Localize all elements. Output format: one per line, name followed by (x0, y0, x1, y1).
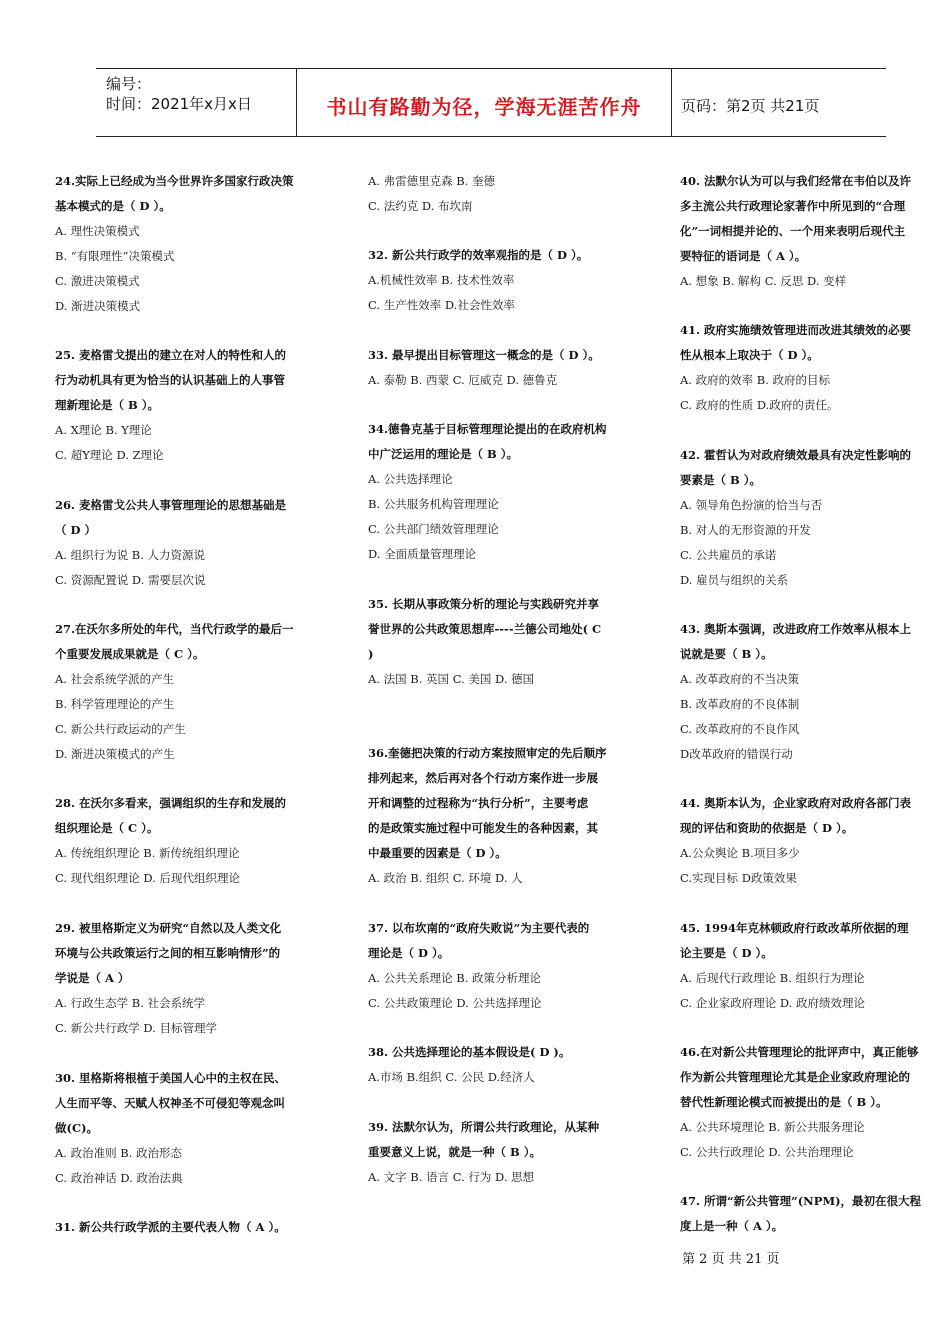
option-text: A.市场 B.组织 C. 公民 D.经济人 (368, 1070, 535, 1084)
option-text: B. 改革政府的不良体制 (680, 697, 800, 711)
option-text: B. “有限理性”决策模式 (55, 249, 175, 263)
header-page-label: 页码：第2页 共21页 (681, 97, 820, 115)
page-header (96, 68, 886, 137)
option-text: C. 企业家政府理论 D. 政府绩效理论 (680, 996, 865, 1010)
question-text: 42. 霍哲认为对政府绩效最具有决定性影响的 (680, 448, 912, 462)
option-text: A. 组织行为说 B. 人力资源说 (55, 548, 206, 562)
option-text: C. 超Y理论 D. Z理论 (55, 448, 164, 462)
option-text: D. 全面质量管理理论 (368, 547, 477, 561)
option-text: A. 公共环境理论 B. 新公共服务理论 (680, 1120, 865, 1134)
question-text: 替代性新理论模式而被提出的是（ B ）。 (680, 1095, 888, 1109)
header-motto-cell (296, 69, 672, 136)
question-text: 46.在对新公共管理理论的批评声中，真正能够 (680, 1045, 919, 1059)
question-text: 誉世界的公共政策思想库----兰德公司地处( C (368, 622, 602, 636)
question-text: ) (368, 647, 374, 661)
question-text: 中广泛运用的理论是（ B ）。 (368, 447, 518, 461)
header-time-label: 时间：2021年x月x日 (106, 95, 252, 113)
option-text: C. 激进决策模式 (55, 274, 140, 288)
option-text: C. 生产性效率 D.社会性效率 (368, 298, 515, 312)
question-text: 人生而平等、天赋人权神圣不可侵犯等观念叫 (55, 1096, 285, 1110)
option-text: A. 政治 B. 组织 C. 环境 D. 人 (368, 871, 523, 885)
header-page-cell (671, 69, 886, 136)
question-text: 作为新公共管理理论尤其是企业家政府理论的 (680, 1070, 910, 1084)
question-text: 24.实际上已经成为当今世界许多国家行政决策 (55, 174, 294, 188)
option-text: C. 公共部门绩效管理理论 (368, 522, 499, 536)
option-text: C.实现目标 D政策效果 (680, 871, 797, 885)
question-text: 要特征的语词是（ A ）。 (680, 249, 807, 263)
option-text: D改革政府的错误行动 (680, 747, 793, 761)
question-text: 的是政策实施过程中可能发生的各种因素，其 (368, 821, 598, 835)
option-text: A. 公共选择理论 (368, 472, 453, 486)
option-text: A. X理论 B. Y理论 (55, 423, 152, 437)
option-text: C. 资源配置说 D. 需要层次说 (55, 573, 206, 587)
question-text: 现的评估和资助的依据是（ D ）。 (680, 821, 854, 835)
option-text: A. 政治准则 B. 政治形态 (55, 1146, 183, 1160)
header-motto: 书山有路勤为径，学海无涯苦作舟 (326, 95, 642, 119)
option-text: A. 传统组织理论 B. 新传统组织理论 (55, 846, 240, 860)
question-text: 组织理论是（ C ）。 (55, 821, 159, 835)
question-text: 多主流公共行政理论家著作中所见到的“合理 (680, 199, 906, 213)
question-text: 28. 在沃尔多看来，强调组织的生存和发展的 (55, 796, 287, 810)
option-text: B. 公共服务机构管理理论 (368, 497, 499, 511)
question-text: 排列起来，然后再对各个行动方案作进一步展 (368, 771, 598, 785)
option-text: A. 法国 B. 英国 C. 美国 D. 德国 (368, 672, 535, 686)
option-text: A.公众舆论 B.项目多少 (680, 846, 800, 860)
question-text: 环境与公共政策运行之间的相互影响情形”的 (55, 946, 281, 960)
option-text: A. 公共关系理论 B. 政策分析理论 (368, 971, 542, 985)
question-text: 个重要发展成果就是（ C ）。 (55, 647, 205, 661)
question-text: 34.德鲁克基于目标管理理论提出的在政府机构 (368, 422, 607, 436)
question-text: 30. 里格斯将根植于美国人心中的主权在民、 (55, 1071, 287, 1085)
option-text: C. 新公共行政运动的产生 (55, 722, 186, 736)
option-text: A. 想象 B. 解构 C. 反思 D. 变样 (680, 274, 847, 288)
question-text: 要素是（ B ）。 (680, 473, 761, 487)
option-text: A. 文字 B. 语言 C. 行为 D. 思想 (368, 1170, 535, 1184)
option-text: C. 公共雇员的承诺 (680, 548, 777, 562)
question-text: 36.奎德把决策的行动方案按照审定的先后顺序 (368, 746, 607, 760)
option-text: C. 改革政府的不良作风 (680, 722, 800, 736)
question-text: 40. 法默尔认为可以与我们经常在韦伯以及许 (680, 174, 912, 188)
question-text: 45. 1994年克林顿政府行政改革所依据的理 (680, 921, 909, 935)
question-text: 44. 奥斯本认为，企业家政府对政府各部门表 (680, 796, 912, 810)
option-text: A. 泰勒 B. 西蒙 C. 厄威克 D. 德鲁克 (368, 373, 558, 387)
option-text: A. 弗雷德里克森 B. 奎德 (368, 174, 496, 188)
option-text: C. 公共政策理论 D. 公共选择理论 (368, 996, 542, 1010)
option-text: A. 改革政府的不当决策 (680, 672, 800, 686)
question-text: 基本模式的是（ D ）。 (55, 199, 171, 213)
option-text: A.机械性效率 B. 技术性效率 (368, 273, 515, 287)
question-text: 化”一词相提并论的、一个用来表明后现代主 (680, 224, 906, 238)
question-text: 理新理论是（ B ）。 (55, 398, 159, 412)
question-text: 43. 奥斯本强调，改进政府工作效率从根本上 (680, 622, 912, 636)
page-footer: 第 2 页 共 21 页 (682, 1252, 780, 1267)
option-text: A. 后现代行政理论 B. 组织行为理论 (680, 971, 865, 985)
question-text: 37. 以布坎南的“政府失败说”为主要代表的 (368, 921, 590, 935)
question-text: 说就是要（ B ）。 (680, 647, 773, 661)
question-text: 27.在沃尔多所处的年代，当代行政学的最后一 (55, 622, 294, 636)
option-text: D. 渐进决策模式的产生 (55, 747, 175, 761)
question-text: 25. 麦格雷戈提出的建立在对人的特性和人的 (55, 348, 287, 362)
question-text: 33. 最早提出目标管理这一概念的是（ D ）。 (368, 348, 600, 362)
question-text: 35. 长期从事政策分析的理论与实践研究并享 (368, 597, 600, 611)
option-text: C. 政治神话 D. 政治法典 (55, 1171, 183, 1185)
option-text: B. 对人的无形资源的开发 (680, 523, 811, 537)
question-text: 重要意义上说，就是一种（ B ）。 (368, 1145, 541, 1159)
question-text: 性从根本上取决于（ D ）。 (680, 348, 819, 362)
question-text: 度上是一种（ A ）。 (680, 1219, 784, 1233)
question-text: 论主要是（ D ）。 (680, 946, 773, 960)
option-text: C. 政府的性质 D.政府的责任。 (680, 398, 839, 412)
option-text: A. 社会系统学派的产生 (55, 672, 175, 686)
option-text: A. 政府的效率 B. 政府的目标 (680, 373, 831, 387)
question-text: 理论是（ D ）。 (368, 946, 450, 960)
option-text: C. 新公共行政学 D. 目标管理学 (55, 1021, 217, 1035)
option-text: D. 渐进决策模式 (55, 299, 141, 313)
option-text: C. 法约克 D. 布坎南 (368, 199, 473, 213)
question-text: 41. 政府实施绩效管理进而改进其绩效的必要 (680, 323, 912, 337)
question-text: 31. 新公共行政学派的主要代表人物（ A ）。 (55, 1220, 286, 1234)
header-meta-cell (96, 69, 296, 136)
option-text: C. 现代组织理论 D. 后现代组织理论 (55, 871, 240, 885)
question-text: 39. 法默尔认为，所谓公共行政理论，从某种 (368, 1120, 600, 1134)
question-text: 38. 公共选择理论的基本假设是( D )。 (368, 1045, 571, 1059)
question-text: 47. 所谓“新公共管理”(NPM)，最初在很大程 (680, 1194, 922, 1208)
question-text: （ D ） (55, 523, 96, 537)
question-text: 开和调整的过程称为“执行分析”，主要考虑 (368, 796, 589, 810)
question-text: 26. 麦格雷戈公共人事管理理论的思想基础是 (55, 498, 287, 512)
header-number-label: 编号： (106, 75, 152, 93)
question-text: 29. 被里格斯定义为研究“自然以及人类文化 (55, 921, 282, 935)
option-text: A. 行政生态学 B. 社会系统学 (55, 996, 206, 1010)
option-text: B. 科学管理理论的产生 (55, 697, 175, 711)
question-text: 中最重要的因素是（ D ）。 (368, 846, 507, 860)
question-text: 32. 新公共行政学的效率观指的是（ D ）。 (368, 248, 589, 262)
option-text: C. 公共行政理论 D. 公共治理理论 (680, 1145, 854, 1159)
option-text: A. 领导角色扮演的恰当与否 (680, 498, 823, 512)
question-text: 学说是（ A ） (55, 971, 130, 985)
option-text: A. 理性决策模式 (55, 224, 140, 238)
question-text: 行为动机具有更为恰当的认识基础上的人事管 (55, 373, 285, 387)
option-text: D. 雇员与组织的关系 (680, 573, 789, 587)
question-text: 做(C)。 (55, 1121, 99, 1135)
